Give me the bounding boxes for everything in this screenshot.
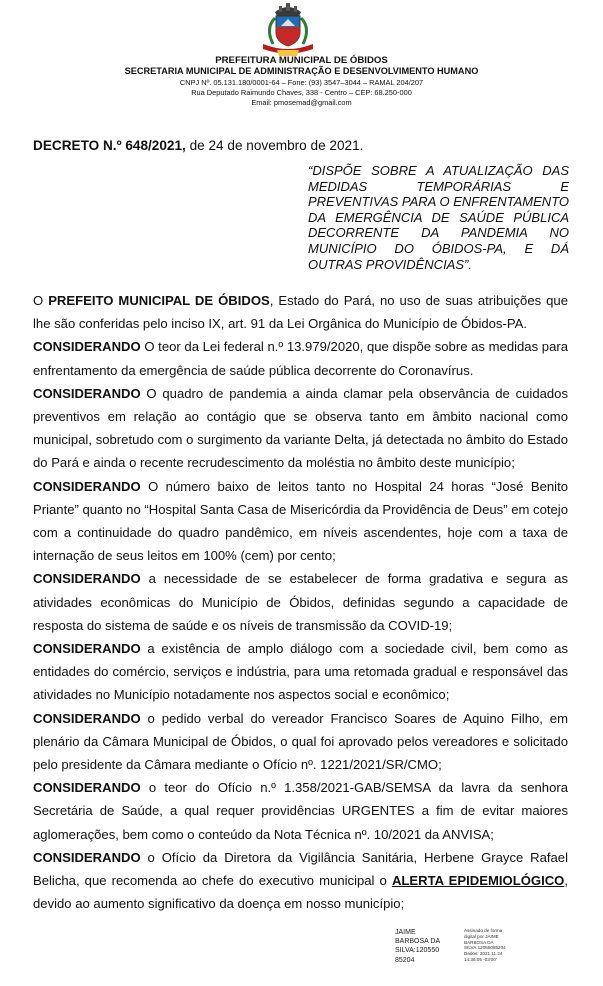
decree-heading xyxy=(33,138,363,153)
considerando-text: a existência de amplo diálogo com a sociedade civil, bem como as entidades do comércio, serviços e indústria, para uma retomada gradual e responsável das atividades no Município notadamente nos aspectos social e econômico; xyxy=(33,641,568,703)
digital-signature-stamp xyxy=(395,928,585,984)
preamble-paragraph xyxy=(33,289,568,335)
signer-name xyxy=(395,928,461,965)
signature-detail-line: digital por JAIME xyxy=(464,933,499,939)
signature-detail-line: 14:36:05 -03'00' xyxy=(464,956,497,962)
signature-details xyxy=(464,928,574,963)
considerando-label: CONSIDERANDO xyxy=(33,339,141,355)
considerando-paragraph xyxy=(33,707,568,777)
signature-detail-line: SILVA:12055085204 xyxy=(464,945,506,951)
considerando-paragraph xyxy=(33,567,568,637)
municipal-coat-of-arms-icon xyxy=(255,2,321,58)
considerando-paragraph xyxy=(33,335,568,381)
preamble-text: , Estado do Pará, no uso de suas atribuições que lhe são conferidas pelo inciso IX, art. 91 da Lei Orgânica do Município de Óbidos-PA. xyxy=(33,293,568,332)
signer-name-line: BARBOSA DA xyxy=(395,938,441,946)
considerando-paragraph xyxy=(33,382,568,475)
considerando-text: o Ofício da Diretora da Vigilância Sanitária, Herbene Grayce Rafael Belicha, que recomenda ao chefe do executivo municipal o xyxy=(33,849,568,889)
considerando-text: O quadro de pandemia a ainda clamar pela observância de cuidados preventivos em relação ao contágio que se observa tanto em âmbito nacional como municipal, sobretudo com o surgimento da variante Delta, já detectada no âmbito do Estado do Pará e ainda o recente recrudescimento da moléstia no âmbito deste município; xyxy=(33,385,568,471)
considerando-label: CONSIDERANDO xyxy=(33,849,141,865)
signature-detail-line: Assinado de forma xyxy=(464,928,503,933)
considerando-label: CONSIDERANDO xyxy=(33,641,141,657)
considerando-label: CONSIDERANDO xyxy=(33,478,141,494)
signature-detail-line: Dados: 2021.11.24 xyxy=(464,951,503,957)
considerando-label: CONSIDERANDO xyxy=(33,385,141,401)
preamble-authority: PREFEITO MUNICIPAL DE ÓBIDOS xyxy=(48,293,270,308)
considerando-label: CONSIDERANDO xyxy=(33,780,141,796)
header-subtitle: SECRETARIA MUNICIPAL DE ADMINISTRAÇÃO E DESENVOLVIMENTO HUMANO xyxy=(124,66,479,76)
header-email-line: Email: pmosemad@gmail.com xyxy=(251,98,352,107)
decree-ementa: “DISPÕE SOBRE A ATUALIZAÇÃO DAS MEDIDAS TEMPORÁRIAS E PREVENTIVAS PARA O ENFRENTAMENTO DA EMERGÊNCIA DE SAÚDE PÚBLICA DECORRENTE DA PANDEMIA NO MUNICÍPIO DO ÓBIDOS-PA, E DÁ OUTRAS PROVIDÊNCIAS”. xyxy=(308,163,570,272)
considerando-text: a necessidade de se estabelecer de forma gradativa e segura as atividades econômicas do Município de Óbidos, definidas segundo a capacidade de resposta do sistema de saúde e os níveis de transmissão da COVID-19; xyxy=(33,571,568,633)
signer-name-line: 85204 xyxy=(395,956,415,964)
decree-number: DECRETO N.º 648/2021, xyxy=(33,138,186,153)
decree-body xyxy=(33,289,568,915)
considerando-text: O número baixo de leitos tanto no Hospital 24 horas “José Benito Priante” quanto no “Hospital Santa Casa de Misericórdia da Providência de Deus” em cotejo com a continuidade do quadro pandêmico, em níveis ascendentes, hoje com a taxa de internação de seus leitos em 100% (cem) por cento; xyxy=(33,478,568,564)
considerando-paragraph xyxy=(33,475,568,568)
considerando-paragraph xyxy=(33,776,568,846)
header-title: PREFEITURA MUNICIPAL DE ÓBIDOS xyxy=(215,55,388,66)
considerando-text: O teor da Lei federal n.º 13.979/2020, que dispõe sobre as medidas para enfrentamento da emergência de saúde pública decorrente do Coronavírus. xyxy=(33,339,568,378)
signature-detail-line: BARBOSA DA xyxy=(464,939,494,945)
header-address-line: Rua Deputado Raimundo Chaves, 338 - Centro – CEP: 68.250-000 xyxy=(191,88,412,97)
considerando-paragraph xyxy=(33,846,568,916)
decree-date: de 24 de novembro de 2021. xyxy=(185,138,364,153)
considerando-text-end: , devido ao aumento significativo da doença em nosso município; xyxy=(33,873,568,912)
header-cnpj-line: CNPJ Nº. 05.131.180/0001-64 – Fone: (93) 3547–3044 – RAMAL 204/207 xyxy=(179,78,424,87)
alerta-epidemiologico-text: ALERTA EPIDEMIOLÓGICO xyxy=(391,873,565,889)
considerando-text: o pedido verbal do vereador Francisco Soares de Aquino Filho, em plenário da Câmara Municipal de Óbidos, o qual foi aprovado pelos vereadores e solicitado pelo presidente da Câmara mediante o Ofício nº. 1221/2021/SR/CMO; xyxy=(33,710,568,773)
preamble-lead: O xyxy=(33,293,49,308)
signer-name-line: SILVA:120550 xyxy=(395,947,440,955)
considerando-label: CONSIDERANDO xyxy=(33,710,141,726)
considerando-paragraph xyxy=(33,637,568,707)
signer-name-line: JAIME xyxy=(395,929,416,936)
considerando-label: CONSIDERANDO xyxy=(33,571,141,587)
considerando-text: o teor do Ofício n.º 1.358/2021-GAB/SEMSA da lavra da senhora Secretária de Saúde, a qual requer providências URGENTES a fim de evitar maiores aglomerações, bem como o conteúdo da Nota Técnica nº. 10/2021 da ANVISA; xyxy=(33,780,568,842)
